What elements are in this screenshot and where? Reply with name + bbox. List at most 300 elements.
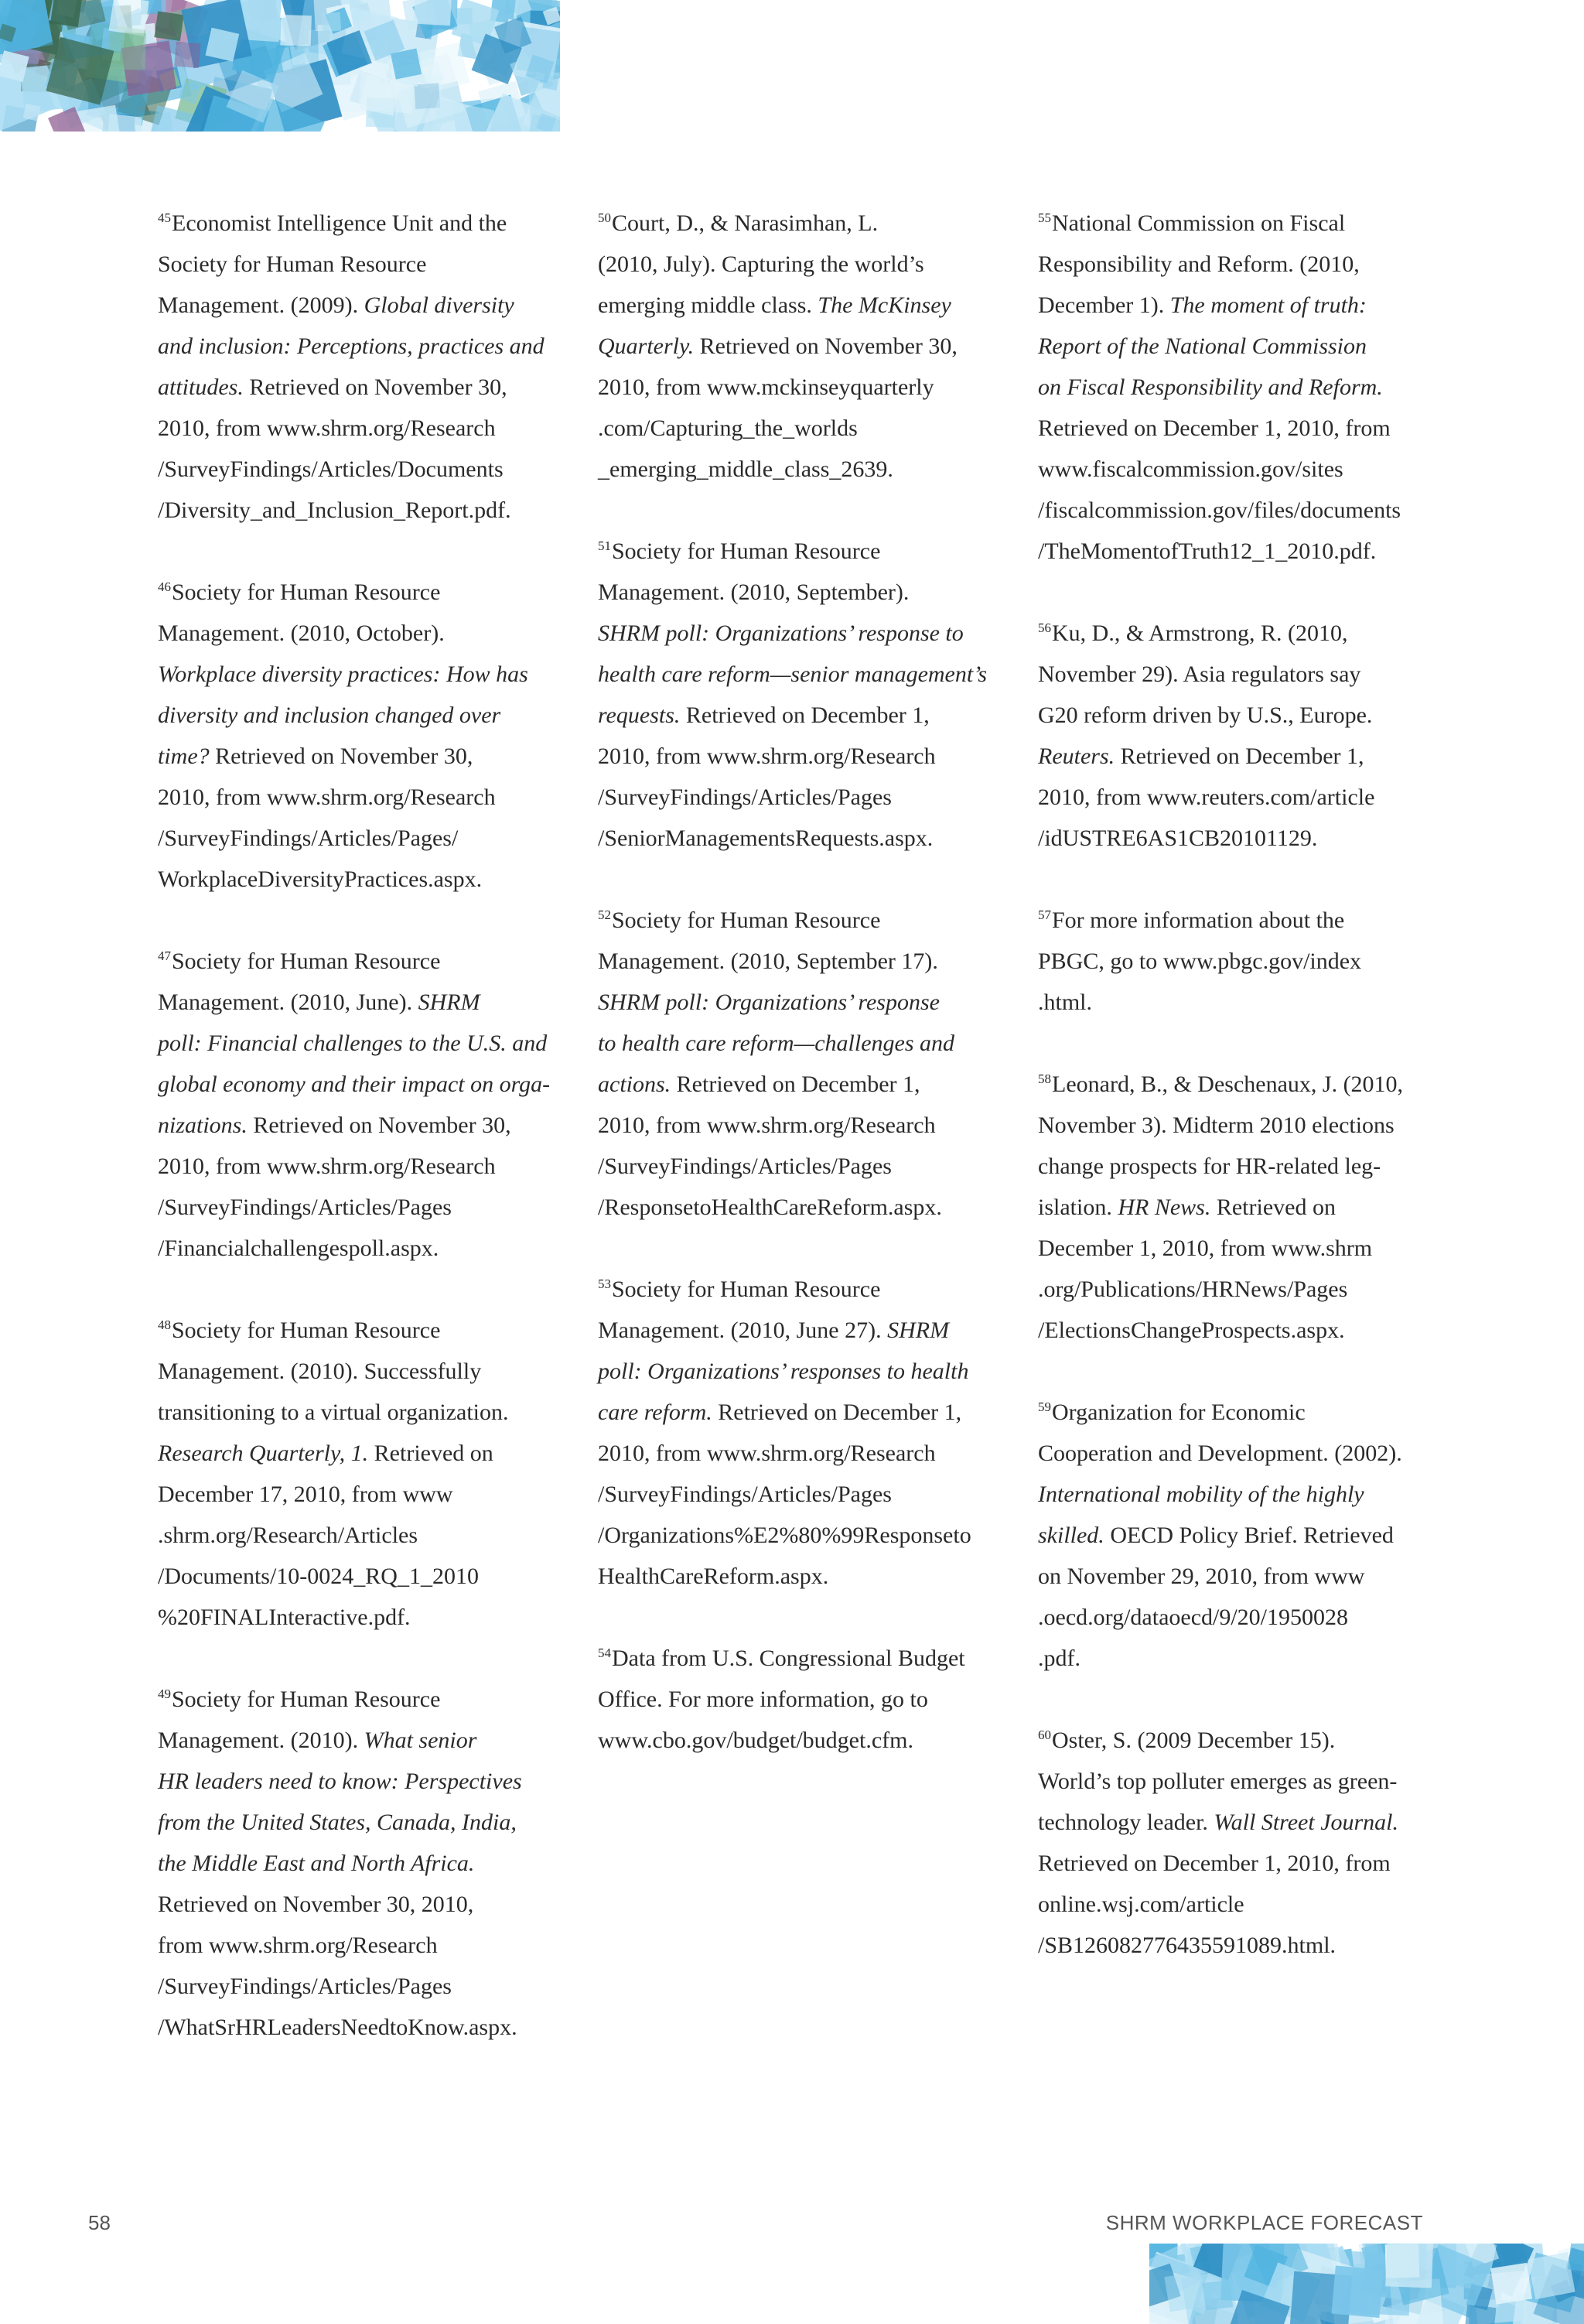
footnote-number: 56 — [1038, 620, 1051, 635]
text-run: November 29). Asia regulators say — [1038, 661, 1361, 687]
footnote-line — [1038, 1515, 1448, 1556]
footnote-line — [1038, 203, 1448, 244]
mosaic-square — [174, 42, 200, 68]
text-run: WorkplaceDiversityPractices.aspx. — [158, 866, 483, 892]
text-run: Cooperation and Development. (2002). — [1038, 1441, 1402, 1466]
text-run: %20FINALInteractive.pdf. — [158, 1605, 411, 1630]
footnote-number: 53 — [598, 1276, 611, 1291]
decorative-mosaic-top — [0, 0, 560, 132]
footnote-line — [598, 1679, 1008, 1720]
text-run: December 1, 2010, from www.shrm — [1038, 1235, 1373, 1261]
footnote-line — [158, 1515, 568, 1556]
italic-text-run: on Fiscal Responsibility and Reform. — [1038, 374, 1383, 400]
italic-text-run: International mobility of the highly — [1038, 1482, 1364, 1507]
footnote-line — [1038, 695, 1448, 736]
text-run: Management. (2010). Successfully — [158, 1359, 482, 1384]
italic-text-run: The McKinsey — [818, 292, 951, 318]
italic-text-run: poll: Organizations’ responses to health — [598, 1359, 969, 1384]
italic-text-run: SHRM — [418, 989, 480, 1015]
italic-text-run: skilled. — [1038, 1523, 1104, 1548]
footnote-line — [158, 1720, 568, 1761]
text-run: December 17, 2010, from www — [158, 1482, 453, 1507]
text-run: PBGC, go to www.pbgc.gov/index — [1038, 948, 1362, 974]
text-run: /SurveyFindings/Articles/Pages — [598, 1482, 892, 1507]
footnote-54 — [598, 1638, 1008, 1761]
italic-text-run: to health care reform—challenges and — [598, 1030, 955, 1056]
footnote-number: 50 — [598, 210, 611, 225]
text-run: Oster, S. (2009 December 15). — [1052, 1728, 1336, 1753]
text-run: transitioning to a virtual organization. — [158, 1400, 509, 1425]
text-run: Ku, D., & Armstrong, R. (2010, — [1052, 620, 1348, 646]
text-run: .org/Publications/HRNews/Pages — [1038, 1276, 1348, 1302]
italic-text-run: SHRM poll: Organizations’ response to — [598, 620, 964, 646]
text-run: technology leader. — [1038, 1810, 1214, 1835]
text-run: Society for Human Resource — [158, 251, 427, 277]
footnote-line — [158, 1064, 568, 1105]
footnote-line — [158, 695, 568, 736]
footnote-line — [1038, 613, 1448, 654]
footnote-line — [1038, 1269, 1448, 1310]
footnote-line — [1038, 285, 1448, 326]
footnote-line — [158, 1802, 568, 1843]
footnote-line — [1038, 818, 1448, 859]
text-run: Society for Human Resource — [172, 1318, 441, 1343]
text-run: Management. (2010). — [158, 1728, 364, 1753]
italic-text-run: SHRM — [887, 1318, 950, 1343]
text-run: Society for Human Resource — [612, 907, 881, 933]
italic-text-run: Workplace diversity practices: How has — [158, 661, 528, 687]
footnote-55 — [1038, 203, 1448, 572]
text-run: Responsibility and Reform. (2010, — [1038, 251, 1360, 277]
footnote-59 — [1038, 1392, 1448, 1679]
footnote-line — [598, 777, 1008, 818]
footnote-47 — [158, 941, 568, 1269]
footnote-line — [1038, 1228, 1448, 1269]
text-run: Management. (2010, September 17). — [598, 948, 938, 974]
text-run: islation. — [1038, 1194, 1118, 1220]
text-run: /Financialchallengespoll.aspx. — [158, 1235, 439, 1261]
footnote-49 — [158, 1679, 568, 2048]
italic-text-run: Quarterly. — [598, 333, 695, 359]
text-run: Retrieved on November 30, — [243, 374, 507, 400]
footnote-line — [598, 900, 1008, 941]
footnote-line — [598, 1023, 1008, 1064]
text-run: (2010, July). Capturing the world’s — [598, 251, 924, 277]
footnote-line — [598, 613, 1008, 654]
italic-text-run: HR leaders need to know: Perspectives — [158, 1769, 522, 1794]
footnote-number: 48 — [158, 1318, 171, 1332]
footnote-line — [158, 1597, 568, 1638]
text-run: 2010, from www.shrm.org/Research — [158, 784, 496, 810]
footnote-line — [598, 818, 1008, 859]
text-run: _emerging_middle_class_2639. — [598, 456, 893, 482]
text-run: National Commission on Fiscal — [1052, 210, 1346, 236]
footnote-line — [158, 1187, 568, 1228]
footnote-line — [1038, 1146, 1448, 1187]
footnote-line — [1038, 449, 1448, 490]
footnote-52 — [598, 900, 1008, 1228]
text-run: /SurveyFindings/Articles/Pages — [158, 1974, 452, 1999]
footnote-line — [158, 1843, 568, 1884]
text-run: .pdf. — [1038, 1646, 1080, 1671]
footnote-line — [158, 285, 568, 326]
text-run: Society for Human Resource — [172, 1687, 441, 1712]
footnote-line — [1038, 654, 1448, 695]
footnote-line — [1038, 367, 1448, 408]
text-run: /SurveyFindings/Articles/Pages — [158, 1194, 452, 1220]
footnote-line — [598, 982, 1008, 1023]
italic-text-run: global economy and their impact on orga- — [158, 1071, 551, 1097]
footnote-53 — [598, 1269, 1008, 1597]
footnote-line — [598, 1064, 1008, 1105]
text-run: Retrieved on December 1, 2010, from — [1038, 415, 1391, 441]
mosaic-square — [1331, 2266, 1383, 2318]
footnote-line — [1038, 777, 1448, 818]
footnote-line — [1038, 1597, 1448, 1638]
footnote-line — [598, 367, 1008, 408]
footnote-line — [598, 1146, 1008, 1187]
footnote-line — [158, 244, 568, 285]
footnote-number: 54 — [598, 1646, 611, 1660]
footnote-line — [1038, 1556, 1448, 1597]
italic-text-run: and inclusion: Perceptions, practices and — [158, 333, 544, 359]
mosaic-square — [254, 47, 283, 76]
text-run: /Documents/10-0024_RQ_1_2010 — [158, 1564, 479, 1589]
footnote-column-2 — [598, 203, 1008, 1802]
text-run: /SurveyFindings/Articles/Pages — [598, 784, 892, 810]
footnote-line — [598, 941, 1008, 982]
footnote-line — [598, 1515, 1008, 1556]
italic-text-run: What senior — [364, 1728, 477, 1753]
publication-title: SHRM WORKPLACE FORECAST — [1105, 2211, 1423, 2234]
mosaic-square — [23, 104, 41, 121]
mosaic-graphic — [1149, 2244, 1584, 2324]
footnote-line — [158, 1310, 568, 1351]
text-run: /SurveyFindings/Articles/Documents — [158, 456, 504, 482]
decorative-mosaic-bottom — [1149, 2244, 1584, 2324]
italic-text-run: Research Quarterly, 1. — [158, 1441, 369, 1466]
footnote-line — [598, 736, 1008, 777]
footnote-line — [1038, 1761, 1448, 1802]
text-run: Society for Human Resource — [172, 948, 441, 974]
mosaic-square — [1490, 2263, 1532, 2305]
text-run: www.fiscalcommission.gov/sites — [1038, 456, 1343, 482]
text-run: /SurveyFindings/Articles/Pages — [598, 1153, 892, 1179]
text-run: Retrieved on November 30, — [694, 333, 958, 359]
footnote-line — [158, 1556, 568, 1597]
page-number: 58 — [88, 2211, 111, 2234]
text-run: 2010, from www.shrm.org/Research — [158, 1153, 496, 1179]
text-run: 2010, from www.shrm.org/Research — [598, 1112, 936, 1138]
footnote-line — [1038, 982, 1448, 1023]
footnote-line — [598, 695, 1008, 736]
footnote-column-3 — [1038, 203, 1448, 2007]
mosaic-square — [1528, 2252, 1575, 2299]
text-run: /ResponsetoHealthCareReform.aspx. — [598, 1194, 942, 1220]
footnote-line — [158, 449, 568, 490]
footnote-58 — [1038, 1064, 1448, 1351]
footnote-line — [1038, 1105, 1448, 1146]
mosaic-square — [542, 73, 559, 91]
text-run: Retrieved on December 1, — [671, 1071, 920, 1097]
text-run: /WhatSrHRLeadersNeedtoKnow.aspx. — [158, 2015, 517, 2040]
footnote-number: 60 — [1038, 1728, 1051, 1742]
text-run: /SurveyFindings/Articles/Pages/ — [158, 825, 459, 851]
text-run: .html. — [1038, 989, 1093, 1015]
italic-text-run: attitudes. — [158, 374, 244, 400]
footnote-line — [158, 326, 568, 367]
text-run: Retrieved on — [368, 1441, 493, 1466]
mosaic-square — [1385, 2244, 1433, 2288]
footnote-line — [598, 285, 1008, 326]
italic-text-run: actions. — [598, 1071, 671, 1097]
text-run: /SeniorManagementsRequests.aspx. — [598, 825, 934, 851]
italic-text-run: Report of the National Commission — [1038, 333, 1367, 359]
text-run: /idUSTRE6AS1CB20101129. — [1038, 825, 1318, 851]
footnote-line — [1038, 1925, 1448, 1966]
footnote-line — [158, 1228, 568, 1269]
footnote-57 — [1038, 900, 1448, 1023]
footnote-line — [598, 572, 1008, 613]
text-run: /Diversity_and_Inclusion_Report.pdf. — [158, 497, 511, 523]
text-run: /fiscalcommission.gov/files/documents — [1038, 497, 1401, 523]
footnote-line — [1038, 490, 1448, 531]
footnote-line — [1038, 1474, 1448, 1515]
text-run: OECD Policy Brief. Retrieved — [1104, 1523, 1394, 1548]
footnote-line — [158, 1925, 568, 1966]
footnote-line — [158, 1966, 568, 2007]
footnote-line — [1038, 1884, 1448, 1925]
footnote-number: 59 — [1038, 1400, 1051, 1414]
italic-text-run: nizations. — [158, 1112, 248, 1138]
footnote-line — [158, 859, 568, 900]
text-run: Society for Human Resource — [612, 1276, 881, 1302]
footnote-line — [158, 1392, 568, 1433]
text-run: Economist Intelligence Unit and the — [172, 210, 507, 236]
footnote-line — [598, 1720, 1008, 1761]
text-run: .com/Capturing_the_worlds — [598, 415, 858, 441]
text-run: Retrieved on November 30, 2010, — [158, 1892, 474, 1917]
footnote-line — [598, 654, 1008, 695]
italic-text-run: requests. — [598, 702, 681, 728]
text-run: 2010, from www.shrm.org/Research — [598, 743, 936, 769]
text-run: Data from U.S. Congressional Budget — [612, 1646, 965, 1671]
footnote-number: 58 — [1038, 1071, 1051, 1086]
footnote-line — [1038, 1638, 1448, 1679]
italic-text-run: time? — [158, 743, 210, 769]
footnote-line — [598, 1556, 1008, 1597]
mosaic-square — [280, 15, 312, 46]
footnote-line — [158, 777, 568, 818]
footnote-line — [1038, 1802, 1448, 1843]
footnote-line — [158, 818, 568, 859]
text-run: Office. For more information, go to — [598, 1687, 928, 1712]
footnote-60 — [1038, 1720, 1448, 1966]
footnote-line — [158, 982, 568, 1023]
footnote-line — [1038, 1187, 1448, 1228]
italic-text-run: Global diversity — [364, 292, 514, 318]
footnote-50 — [598, 203, 1008, 490]
text-run: HealthCareReform.aspx. — [598, 1564, 829, 1589]
text-run: November 3). Midterm 2010 elections — [1038, 1112, 1395, 1138]
footnote-line — [1038, 1433, 1448, 1474]
text-run: G20 reform driven by U.S., Europe. — [1038, 702, 1373, 728]
footnote-column-1 — [158, 203, 568, 2089]
footnote-line — [598, 1269, 1008, 1310]
text-run: Retrieved on December 1, — [712, 1400, 962, 1425]
mosaic-square — [154, 12, 183, 41]
footnote-line — [598, 326, 1008, 367]
footnote-line — [1038, 1064, 1448, 1105]
footnote-line — [598, 1105, 1008, 1146]
text-run: Management. (2009). — [158, 292, 364, 318]
mosaic-square — [50, 0, 82, 27]
text-run: For more information about the — [1052, 907, 1345, 933]
mosaic-graphic — [0, 0, 560, 132]
italic-text-run: Reuters. — [1038, 743, 1115, 769]
footnote-line — [598, 1310, 1008, 1351]
footnote-line — [158, 1105, 568, 1146]
text-run: online.wsj.com/article — [1038, 1892, 1244, 1917]
footnote-line — [598, 1187, 1008, 1228]
footnote-number: 57 — [1038, 907, 1051, 922]
footnote-line — [1038, 408, 1448, 449]
text-run: .oecd.org/dataoecd/9/20/1950028 — [1038, 1605, 1349, 1630]
footnote-number: 45 — [158, 210, 171, 225]
mosaic-square — [1164, 2271, 1205, 2312]
footnote-line — [158, 1884, 568, 1925]
text-run: Management. (2010, October). — [158, 620, 445, 646]
mosaic-square — [391, 49, 422, 80]
text-run: World’s top polluter emerges as green- — [1038, 1769, 1398, 1794]
text-run: Society for Human Resource — [172, 579, 441, 605]
footnote-line — [158, 1474, 568, 1515]
text-run: Leonard, B., & Deschenaux, J. (2010, — [1052, 1071, 1404, 1097]
mosaic-square — [413, 0, 452, 26]
footnote-line — [598, 408, 1008, 449]
italic-text-run: diversity and inclusion changed over — [158, 702, 501, 728]
footnote-number: 52 — [598, 907, 611, 922]
footnote-line — [158, 408, 568, 449]
footnote-line — [598, 1392, 1008, 1433]
text-run: Retrieved on November 30, — [247, 1112, 511, 1138]
footnote-line — [598, 1474, 1008, 1515]
footnote-line — [598, 449, 1008, 490]
footnote-number: 49 — [158, 1687, 171, 1701]
mosaic-square — [322, 12, 341, 32]
italic-text-run: Wall Street Journal. — [1214, 1810, 1399, 1835]
text-run: 2010, from www.shrm.org/Research — [158, 415, 496, 441]
footnote-line — [1038, 326, 1448, 367]
text-run: Retrieved on December 1, — [1115, 743, 1364, 769]
footnote-line — [598, 1433, 1008, 1474]
footnote-line — [158, 1761, 568, 1802]
mosaic-square — [1464, 2305, 1496, 2324]
text-run: 2010, from www.reuters.com/article — [1038, 784, 1375, 810]
text-run: December 1). — [1038, 292, 1170, 318]
footnote-line — [158, 1433, 568, 1474]
footnote-56 — [1038, 613, 1448, 859]
footnote-46 — [158, 572, 568, 900]
footnote-line — [158, 2007, 568, 2048]
text-run: /ElectionsChangeProspects.aspx. — [1038, 1318, 1345, 1343]
text-run: /Organizations%E2%80%99Responseto — [598, 1523, 971, 1548]
text-run: Society for Human Resource — [612, 538, 881, 564]
footnote-line — [158, 572, 568, 613]
footnote-line — [158, 1146, 568, 1187]
italic-text-run: the Middle East and North Africa. — [158, 1851, 475, 1876]
italic-text-run: health care reform—senior management’s — [598, 661, 987, 687]
footnote-line — [1038, 1720, 1448, 1761]
text-run: on November 29, 2010, from www — [1038, 1564, 1365, 1589]
text-run: Court, D., & Narasimhan, L. — [612, 210, 879, 236]
text-run: Organization for Economic — [1052, 1400, 1306, 1425]
text-run: change prospects for HR-related leg- — [1038, 1153, 1381, 1179]
footnote-line — [598, 531, 1008, 572]
italic-text-run: The moment of truth: — [1169, 292, 1367, 318]
footnote-line — [1038, 941, 1448, 982]
footnote-number: 55 — [1038, 210, 1051, 225]
text-run: Retrieved on — [1210, 1194, 1336, 1220]
footnote-line — [158, 203, 568, 244]
footnote-line — [598, 203, 1008, 244]
footnote-number: 46 — [158, 579, 171, 594]
footnote-line — [158, 1023, 568, 1064]
footnote-line — [158, 736, 568, 777]
footnote-line — [1038, 900, 1448, 941]
footnote-line — [158, 613, 568, 654]
footnote-45 — [158, 203, 568, 531]
text-run: Management. (2010, September). — [598, 579, 910, 605]
footnote-line — [1038, 1310, 1448, 1351]
footnote-line — [158, 1679, 568, 1720]
italic-text-run: from the United States, Canada, India, — [158, 1810, 517, 1835]
footnote-line — [158, 490, 568, 531]
footnote-line — [1038, 736, 1448, 777]
footnote-line — [598, 1638, 1008, 1679]
footnote-number: 47 — [158, 948, 171, 963]
text-run: Retrieved on November 30, — [209, 743, 473, 769]
text-run: 2010, from www.mckinseyquarterly — [598, 374, 934, 400]
footnote-line — [158, 654, 568, 695]
footnote-48 — [158, 1310, 568, 1638]
italic-text-run: HR News. — [1118, 1194, 1211, 1220]
mosaic-square — [109, 0, 149, 36]
text-run: emerging middle class. — [598, 292, 818, 318]
footnote-line — [1038, 1843, 1448, 1884]
italic-text-run: care reform. — [598, 1400, 712, 1425]
text-run: from www.shrm.org/Research — [158, 1933, 438, 1958]
italic-text-run: poll: Financial challenges to the U.S. and — [158, 1030, 548, 1056]
footnote-line — [1038, 531, 1448, 572]
text-run: Retrieved on December 1, — [680, 702, 930, 728]
footnote-line — [1038, 1392, 1448, 1433]
text-run: www.cbo.gov/budget/budget.cfm. — [598, 1728, 913, 1753]
text-run: Management. (2010, June 27). — [598, 1318, 888, 1343]
footnote-line — [1038, 244, 1448, 285]
footnote-51 — [598, 531, 1008, 859]
footnote-line — [158, 367, 568, 408]
text-run: /SB126082776435591089.html. — [1038, 1933, 1336, 1958]
text-run: Management. (2010, June). — [158, 989, 418, 1015]
text-run: 2010, from www.shrm.org/Research — [598, 1441, 936, 1466]
text-run: /TheMomentofTruth12_1_2010.pdf. — [1038, 538, 1377, 564]
footnote-number: 51 — [598, 538, 611, 553]
footnote-line — [598, 1351, 1008, 1392]
italic-text-run: SHRM poll: Organizations’ response — [598, 989, 940, 1015]
footnote-line — [158, 1351, 568, 1392]
footnote-line — [158, 941, 568, 982]
